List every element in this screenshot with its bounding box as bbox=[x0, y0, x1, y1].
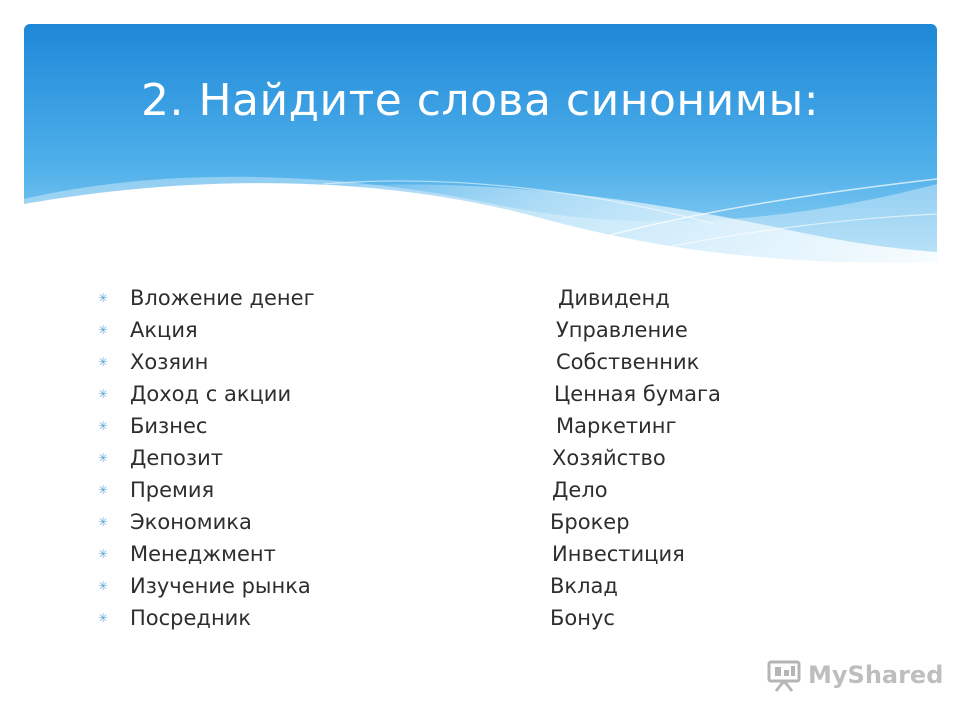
watermark-text: MyShared bbox=[808, 661, 944, 689]
right-term: Инвестиция bbox=[552, 542, 685, 566]
asterisk-bullet-icon: ✳ bbox=[98, 547, 109, 561]
left-term: Вложение денег bbox=[130, 286, 315, 310]
presentation-board-icon bbox=[766, 658, 802, 692]
left-term: Премия bbox=[130, 478, 215, 502]
left-term: Хозяин bbox=[130, 350, 209, 374]
synonym-list bbox=[98, 282, 798, 634]
list-item bbox=[98, 378, 798, 410]
asterisk-bullet-icon: ✳ bbox=[98, 355, 109, 369]
asterisk-bullet-icon: ✳ bbox=[98, 611, 109, 625]
right-term: Собственник bbox=[556, 350, 700, 374]
asterisk-bullet-icon: ✳ bbox=[98, 483, 109, 497]
right-term: Маркетинг bbox=[556, 414, 677, 438]
list-item bbox=[98, 410, 798, 442]
asterisk-bullet-icon: ✳ bbox=[98, 323, 109, 337]
left-term: Менеджмент bbox=[130, 542, 276, 566]
slide-title: 2. Найдите слова синонимы: bbox=[140, 75, 820, 126]
left-term: Посредник bbox=[130, 606, 252, 630]
right-term: Вклад bbox=[550, 574, 618, 598]
right-term: Брокер bbox=[550, 510, 630, 534]
left-term: Акция bbox=[130, 318, 198, 342]
watermark bbox=[766, 655, 943, 695]
asterisk-bullet-icon: ✳ bbox=[98, 579, 109, 593]
list-item bbox=[98, 314, 798, 346]
list-item bbox=[98, 442, 798, 474]
list-item bbox=[98, 538, 798, 570]
asterisk-bullet-icon: ✳ bbox=[98, 419, 109, 433]
asterisk-bullet-icon: ✳ bbox=[98, 387, 109, 401]
left-term: Доход с акции bbox=[130, 382, 292, 406]
list-item bbox=[98, 570, 798, 602]
list-item bbox=[98, 506, 798, 538]
asterisk-bullet-icon: ✳ bbox=[98, 291, 109, 305]
left-term: Изучение рынка bbox=[130, 574, 311, 598]
left-term: Экономика bbox=[130, 510, 252, 534]
right-term: Ценная бумага bbox=[554, 382, 721, 406]
right-term: Управление bbox=[556, 318, 688, 342]
header-banner bbox=[24, 24, 937, 284]
asterisk-bullet-icon: ✳ bbox=[98, 451, 109, 465]
right-term: Хозяйство bbox=[552, 446, 666, 470]
right-term: Дивиденд bbox=[558, 286, 670, 310]
list-item bbox=[98, 602, 798, 634]
left-term: Бизнес bbox=[130, 414, 208, 438]
list-item bbox=[98, 282, 798, 314]
right-term: Бонус bbox=[550, 606, 615, 630]
left-term: Депозит bbox=[130, 446, 223, 470]
asterisk-bullet-icon: ✳ bbox=[98, 515, 109, 529]
list-item bbox=[98, 346, 798, 378]
wave-background bbox=[24, 24, 937, 284]
right-term: Дело bbox=[552, 478, 608, 502]
list-item bbox=[98, 474, 798, 506]
